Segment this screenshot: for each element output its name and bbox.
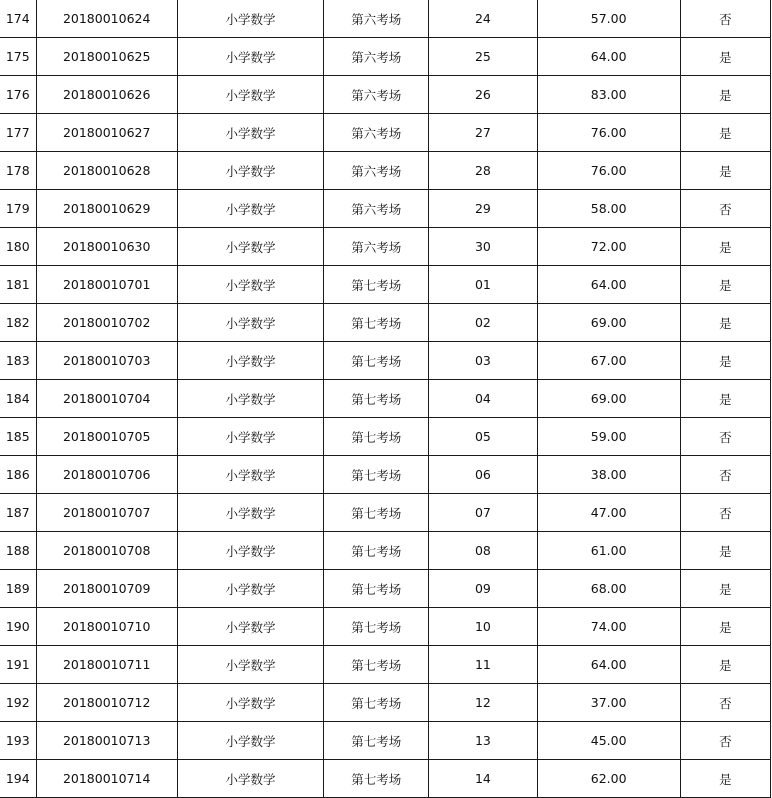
table-row bbox=[0, 646, 771, 684]
cell-seq: 178 bbox=[0, 152, 36, 190]
cell-seq: 188 bbox=[0, 532, 36, 570]
cell-score: 64.00 bbox=[537, 646, 680, 684]
cell-seat: 25 bbox=[429, 38, 537, 76]
table-row bbox=[0, 608, 771, 646]
cell-pass: 是 bbox=[680, 228, 770, 266]
table-row bbox=[0, 38, 771, 76]
table-row bbox=[0, 494, 771, 532]
cell-score: 64.00 bbox=[537, 38, 680, 76]
table-row bbox=[0, 570, 771, 608]
cell-seq: 192 bbox=[0, 684, 36, 722]
cell-exam-id: 20180010713 bbox=[36, 722, 177, 760]
cell-pass: 是 bbox=[680, 342, 770, 380]
cell-exam-id: 20180010714 bbox=[36, 760, 177, 798]
cell-exam-id: 20180010712 bbox=[36, 684, 177, 722]
cell-subject: 小学数学 bbox=[177, 0, 323, 38]
cell-seq: 177 bbox=[0, 114, 36, 152]
cell-score: 45.00 bbox=[537, 722, 680, 760]
table-row bbox=[0, 684, 771, 722]
cell-seat: 01 bbox=[429, 266, 537, 304]
table-row bbox=[0, 760, 771, 798]
cell-seq: 190 bbox=[0, 608, 36, 646]
cell-seat: 28 bbox=[429, 152, 537, 190]
cell-seq: 174 bbox=[0, 0, 36, 38]
table-row bbox=[0, 114, 771, 152]
table-row bbox=[0, 266, 771, 304]
cell-exam-room: 第七考场 bbox=[324, 684, 429, 722]
table-row bbox=[0, 304, 771, 342]
table-row bbox=[0, 722, 771, 760]
cell-pass: 是 bbox=[680, 304, 770, 342]
cell-exam-room: 第七考场 bbox=[324, 494, 429, 532]
cell-exam-room: 第六考场 bbox=[324, 190, 429, 228]
cell-seq: 191 bbox=[0, 646, 36, 684]
cell-seat: 11 bbox=[429, 646, 537, 684]
cell-exam-id: 20180010709 bbox=[36, 570, 177, 608]
table-row bbox=[0, 0, 771, 38]
cell-seat: 26 bbox=[429, 76, 537, 114]
cell-pass: 否 bbox=[680, 190, 770, 228]
cell-score: 72.00 bbox=[537, 228, 680, 266]
cell-pass: 否 bbox=[680, 456, 770, 494]
cell-exam-room: 第七考场 bbox=[324, 342, 429, 380]
cell-pass: 是 bbox=[680, 266, 770, 304]
cell-exam-room: 第六考场 bbox=[324, 0, 429, 38]
cell-exam-room: 第六考场 bbox=[324, 228, 429, 266]
cell-seq: 183 bbox=[0, 342, 36, 380]
cell-score: 47.00 bbox=[537, 494, 680, 532]
cell-pass: 否 bbox=[680, 684, 770, 722]
cell-subject: 小学数学 bbox=[177, 532, 323, 570]
cell-pass: 否 bbox=[680, 0, 770, 38]
cell-exam-id: 20180010711 bbox=[36, 646, 177, 684]
cell-pass: 是 bbox=[680, 570, 770, 608]
cell-exam-room: 第七考场 bbox=[324, 570, 429, 608]
cell-exam-id: 20180010629 bbox=[36, 190, 177, 228]
cell-exam-id: 20180010705 bbox=[36, 418, 177, 456]
cell-seat: 07 bbox=[429, 494, 537, 532]
cell-seq: 187 bbox=[0, 494, 36, 532]
cell-exam-id: 20180010704 bbox=[36, 380, 177, 418]
cell-pass: 是 bbox=[680, 532, 770, 570]
cell-seat: 05 bbox=[429, 418, 537, 456]
cell-score: 76.00 bbox=[537, 152, 680, 190]
cell-subject: 小学数学 bbox=[177, 760, 323, 798]
cell-exam-room: 第七考场 bbox=[324, 722, 429, 760]
cell-subject: 小学数学 bbox=[177, 380, 323, 418]
table-row bbox=[0, 532, 771, 570]
cell-exam-room: 第六考场 bbox=[324, 114, 429, 152]
cell-pass: 是 bbox=[680, 38, 770, 76]
cell-subject: 小学数学 bbox=[177, 228, 323, 266]
cell-exam-id: 20180010625 bbox=[36, 38, 177, 76]
cell-exam-id: 20180010710 bbox=[36, 608, 177, 646]
cell-seq: 194 bbox=[0, 760, 36, 798]
cell-subject: 小学数学 bbox=[177, 342, 323, 380]
cell-seq: 179 bbox=[0, 190, 36, 228]
cell-exam-room: 第七考场 bbox=[324, 304, 429, 342]
cell-seat: 27 bbox=[429, 114, 537, 152]
cell-pass: 是 bbox=[680, 760, 770, 798]
cell-subject: 小学数学 bbox=[177, 266, 323, 304]
cell-subject: 小学数学 bbox=[177, 494, 323, 532]
cell-seq: 182 bbox=[0, 304, 36, 342]
cell-score: 62.00 bbox=[537, 760, 680, 798]
cell-exam-room: 第六考场 bbox=[324, 38, 429, 76]
cell-subject: 小学数学 bbox=[177, 456, 323, 494]
cell-subject: 小学数学 bbox=[177, 684, 323, 722]
cell-pass: 是 bbox=[680, 152, 770, 190]
cell-exam-room: 第七考场 bbox=[324, 456, 429, 494]
cell-score: 74.00 bbox=[537, 608, 680, 646]
cell-score: 76.00 bbox=[537, 114, 680, 152]
cell-pass: 是 bbox=[680, 76, 770, 114]
cell-score: 64.00 bbox=[537, 266, 680, 304]
cell-exam-room: 第七考场 bbox=[324, 608, 429, 646]
cell-score: 58.00 bbox=[537, 190, 680, 228]
cell-score: 83.00 bbox=[537, 76, 680, 114]
cell-exam-room: 第七考场 bbox=[324, 646, 429, 684]
cell-seat: 10 bbox=[429, 608, 537, 646]
cell-exam-id: 20180010707 bbox=[36, 494, 177, 532]
cell-exam-room: 第七考场 bbox=[324, 380, 429, 418]
cell-subject: 小学数学 bbox=[177, 570, 323, 608]
cell-pass: 是 bbox=[680, 608, 770, 646]
cell-seq: 181 bbox=[0, 266, 36, 304]
cell-exam-id: 20180010628 bbox=[36, 152, 177, 190]
cell-seq: 189 bbox=[0, 570, 36, 608]
cell-seat: 14 bbox=[429, 760, 537, 798]
table-row bbox=[0, 456, 771, 494]
cell-seat: 24 bbox=[429, 0, 537, 38]
cell-seq: 186 bbox=[0, 456, 36, 494]
cell-pass: 否 bbox=[680, 494, 770, 532]
table-row bbox=[0, 76, 771, 114]
table-row bbox=[0, 228, 771, 266]
cell-seq: 184 bbox=[0, 380, 36, 418]
cell-exam-room: 第七考场 bbox=[324, 418, 429, 456]
cell-seat: 09 bbox=[429, 570, 537, 608]
cell-seq: 180 bbox=[0, 228, 36, 266]
table-row bbox=[0, 190, 771, 228]
cell-seat: 08 bbox=[429, 532, 537, 570]
cell-score: 59.00 bbox=[537, 418, 680, 456]
cell-subject: 小学数学 bbox=[177, 38, 323, 76]
table-row bbox=[0, 342, 771, 380]
cell-seq: 176 bbox=[0, 76, 36, 114]
cell-exam-id: 20180010702 bbox=[36, 304, 177, 342]
table-row bbox=[0, 380, 771, 418]
cell-subject: 小学数学 bbox=[177, 114, 323, 152]
cell-exam-room: 第七考场 bbox=[324, 266, 429, 304]
cell-exam-room: 第七考场 bbox=[324, 760, 429, 798]
cell-subject: 小学数学 bbox=[177, 76, 323, 114]
cell-seat: 04 bbox=[429, 380, 537, 418]
cell-exam-id: 20180010706 bbox=[36, 456, 177, 494]
cell-exam-id: 20180010703 bbox=[36, 342, 177, 380]
cell-subject: 小学数学 bbox=[177, 722, 323, 760]
table-row bbox=[0, 418, 771, 456]
cell-exam-id: 20180010701 bbox=[36, 266, 177, 304]
cell-score: 68.00 bbox=[537, 570, 680, 608]
cell-score: 38.00 bbox=[537, 456, 680, 494]
cell-subject: 小学数学 bbox=[177, 608, 323, 646]
cell-exam-id: 20180010708 bbox=[36, 532, 177, 570]
cell-exam-id: 20180010624 bbox=[36, 0, 177, 38]
cell-seq: 175 bbox=[0, 38, 36, 76]
cell-score: 69.00 bbox=[537, 304, 680, 342]
cell-subject: 小学数学 bbox=[177, 304, 323, 342]
cell-exam-id: 20180010627 bbox=[36, 114, 177, 152]
cell-pass: 否 bbox=[680, 418, 770, 456]
cell-exam-room: 第六考场 bbox=[324, 76, 429, 114]
cell-subject: 小学数学 bbox=[177, 152, 323, 190]
cell-score: 61.00 bbox=[537, 532, 680, 570]
table-row bbox=[0, 152, 771, 190]
cell-score: 69.00 bbox=[537, 380, 680, 418]
cell-score: 57.00 bbox=[537, 0, 680, 38]
cell-seat: 03 bbox=[429, 342, 537, 380]
cell-seat: 13 bbox=[429, 722, 537, 760]
cell-score: 67.00 bbox=[537, 342, 680, 380]
cell-subject: 小学数学 bbox=[177, 418, 323, 456]
cell-pass: 是 bbox=[680, 646, 770, 684]
cell-pass: 是 bbox=[680, 114, 770, 152]
cell-seat: 29 bbox=[429, 190, 537, 228]
cell-exam-id: 20180010630 bbox=[36, 228, 177, 266]
cell-seq: 193 bbox=[0, 722, 36, 760]
cell-subject: 小学数学 bbox=[177, 646, 323, 684]
cell-score: 37.00 bbox=[537, 684, 680, 722]
cell-exam-room: 第六考场 bbox=[324, 152, 429, 190]
cell-seat: 06 bbox=[429, 456, 537, 494]
cell-seat: 12 bbox=[429, 684, 537, 722]
cell-exam-room: 第七考场 bbox=[324, 532, 429, 570]
cell-exam-id: 20180010626 bbox=[36, 76, 177, 114]
cell-pass: 否 bbox=[680, 722, 770, 760]
cell-pass: 是 bbox=[680, 380, 770, 418]
cell-seat: 30 bbox=[429, 228, 537, 266]
cell-subject: 小学数学 bbox=[177, 190, 323, 228]
cell-seq: 185 bbox=[0, 418, 36, 456]
cell-seat: 02 bbox=[429, 304, 537, 342]
